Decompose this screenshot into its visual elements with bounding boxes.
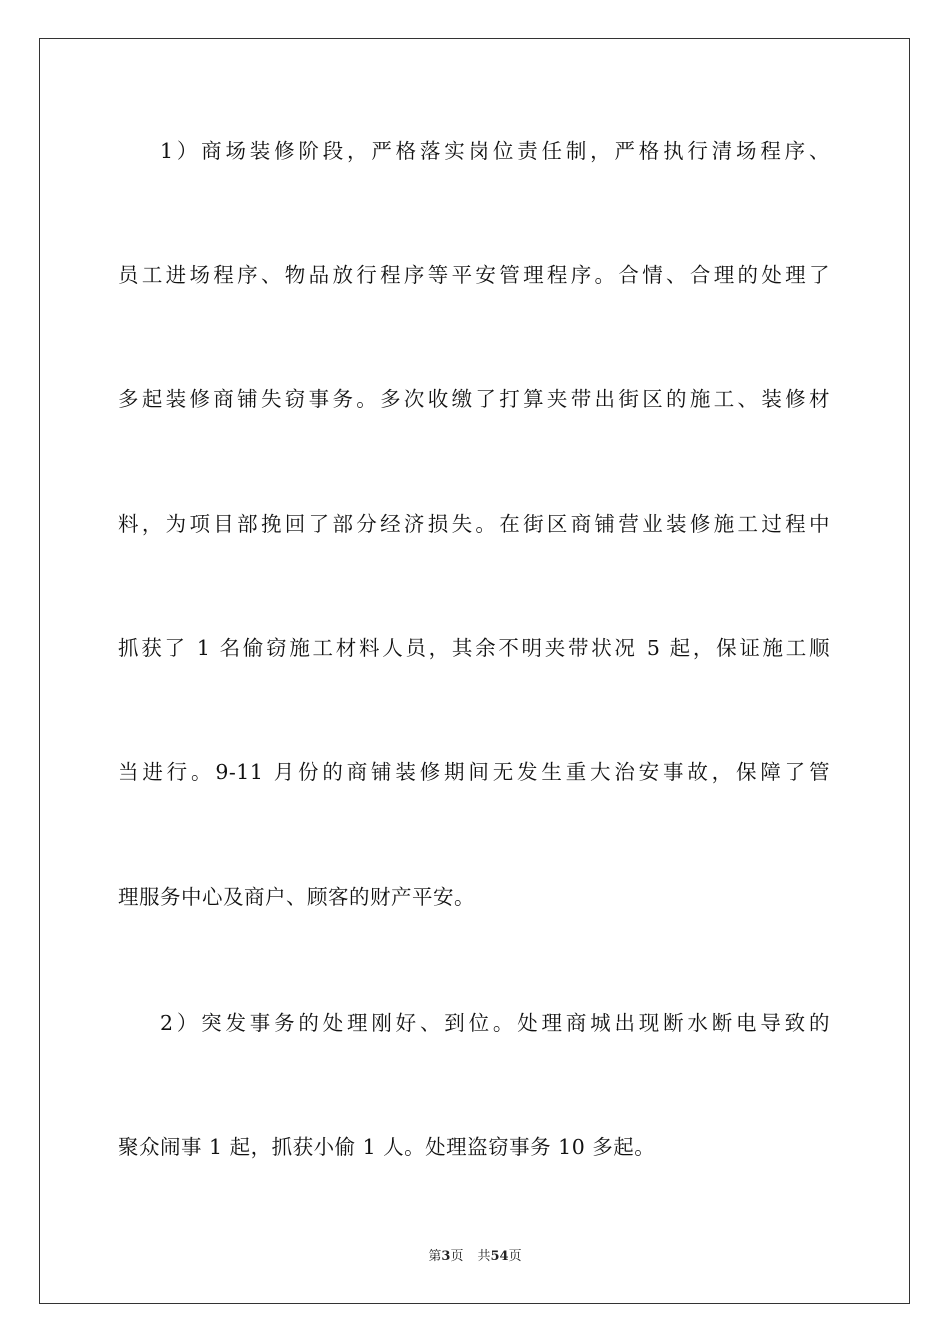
total-pages: 54 — [490, 1249, 509, 1264]
page-footer — [0, 1248, 950, 1266]
paragraph-2-line-2: 聚众闹事 1 起，抓获小偷 1 人。处理盗窃事务 10 多起。 — [118, 1135, 656, 1159]
paragraph-1-line-4: 料，为项目部挽回了部分经济损失。在街区商铺营业装修施工过程中 — [118, 512, 830, 536]
total-prefix: 共 — [477, 1249, 491, 1264]
paragraph-2-line-1: 2）突发事务的处理刚好、到位。处理商城出现断水断电导致的 — [160, 1011, 830, 1035]
paragraph-1-line-1: 1）商场装修阶段，严格落实岗位责任制，严格执行清场程序、 — [160, 139, 830, 163]
paragraph-1-line-2: 员工进场程序、物品放行程序等平安管理程序。合情、合理的处理了 — [118, 263, 830, 287]
page-number: 3 — [441, 1249, 451, 1264]
page-suffix: 页 — [450, 1249, 464, 1264]
page-border — [39, 38, 910, 1304]
paragraph-1-line-3: 多起装修商铺失窃事务。多次收缴了打算夹带出街区的施工、装修材 — [118, 387, 830, 411]
page-prefix: 第 — [428, 1249, 442, 1264]
paragraph-1-line-6: 当进行。9-11 月份的商铺装修期间无发生重大治安事故，保障了管 — [118, 760, 830, 784]
paragraph-1-line-5: 抓获了 1 名偷窃施工材料人员，其余不明夹带状况 5 起，保证施工顺 — [118, 636, 830, 660]
total-suffix: 页 — [508, 1249, 522, 1264]
paragraph-1-line-7: 理服务中心及商户、顾客的财产平安。 — [118, 885, 475, 909]
